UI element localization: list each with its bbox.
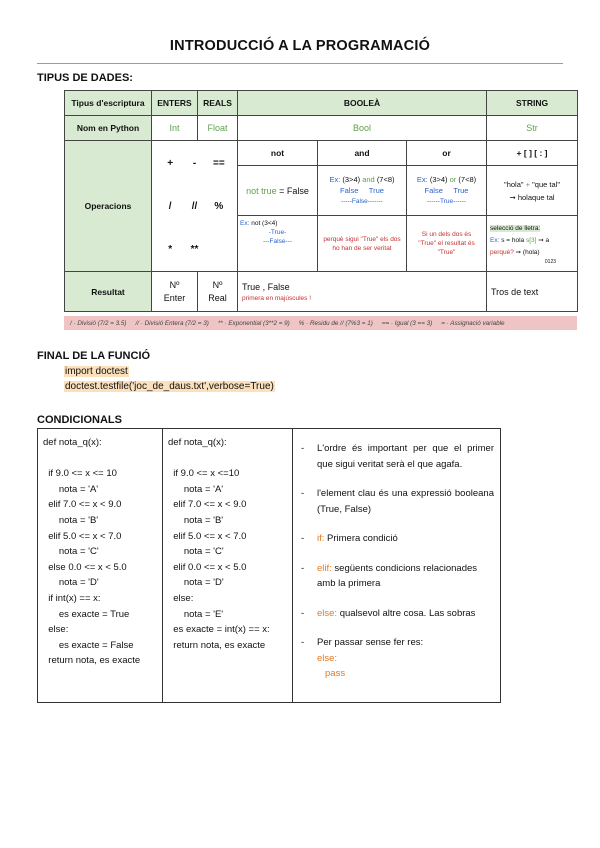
header-type: Tipus d'escriptura: [65, 91, 152, 116]
header-boolean: BOOLEÀ: [238, 91, 487, 116]
section-types-heading: TIPUS DE DADES:: [37, 72, 133, 84]
section-cond-heading: CONDICIONALS: [37, 414, 122, 426]
op-plus: +: [167, 157, 174, 169]
bool-head-and: and: [318, 141, 407, 166]
conditionals-notes: [293, 429, 501, 703]
note-item: - Per passar sense fer res: else: pass: [301, 637, 424, 679]
result-enters: Nº Enter: [152, 272, 198, 312]
page-title: INTRODUCCIÓ A LA PROGRAMACIÓ: [169, 38, 431, 54]
bool-head-or: or: [407, 141, 487, 166]
result-bool: True , False primera en majúscules !: [238, 272, 487, 312]
section-end-heading: FINAL DE LA FUNCIÓ: [37, 350, 151, 362]
conditionals-table: [37, 428, 501, 703]
legend-item: == · Igual (3 == 3): [381, 319, 433, 327]
not-example: not true = False: [238, 166, 318, 216]
operations-head-row: [65, 141, 578, 166]
code-example-1: def nota_q(x): if 9.0 <= x <= 10 nota = 'A' elif 7.0 <= x < 9.0 nota = 'B' elif 5.0 <= x < 7.0 nota = 'C' else 0.0 <= x < 5.0 nota = 'D' if int(x) == x: es exacte = True else: es exacte = False return nota, es exacte: [38, 429, 163, 703]
str-head-ops: + [ ] [ : ]: [487, 141, 578, 166]
legend-item: // · Divisió Entera (7/2 = 3): [135, 319, 209, 327]
or-example: Ex: (3>4) or (7<8) False True ------True------: [407, 166, 487, 216]
note-item: - L'ordre és important per que el primer que sigui veritat serà el que agafa.: [301, 443, 494, 470]
code-example-2: def nota_q(x): if 9.0 <= x <=10 nota = 'A' elif 7.0 <= x < 9.0 nota = 'B' elif 5.0 <= x < 7.0 nota = 'C' elif 0.0 <= x < 5.0 nota = 'D' else: nota = 'E' es exacte = int(x) == x: return nota, es exacte: [163, 429, 293, 703]
and-note: perquè sigui "True" els dos ho han de ser veritat: [318, 216, 407, 272]
legend-item: ** · Exponential (3**2 = 9): [217, 319, 290, 327]
python-float: Float: [198, 116, 238, 141]
header-string: STRING: [487, 91, 578, 116]
op-div: /: [168, 200, 172, 212]
bool-head-not: not: [238, 141, 318, 166]
legend-item: / · Divisió (7/2 = 3.5): [70, 319, 127, 327]
python-row: [65, 116, 578, 141]
note-item: - else: qualsevol altre cosa. Las sobras: [301, 607, 476, 619]
end-line-1: import doctest: [65, 366, 128, 377]
python-int: Int: [152, 116, 198, 141]
op-intdiv: //: [191, 200, 198, 212]
note-item: - if: Primera condició: [301, 533, 398, 544]
operators-legend: [64, 316, 577, 330]
legend-item: = · Assignació variable: [441, 319, 505, 327]
str-concat-example: "hola" + "que tal" ➞ holaque tal: [487, 166, 578, 216]
not-note: Ex: not (3<4) -True- ---False---: [238, 216, 318, 272]
and-example: Ex: (3>4) and (7<8) False True -----False-------: [318, 166, 407, 216]
or-note: Si un dels dos és "True" el resultat és "True": [407, 216, 487, 272]
title-divider: [37, 63, 563, 64]
result-reals: Nº Real: [198, 272, 238, 312]
note-item: - l'element clau és una expressió booleana (True, False): [301, 488, 494, 515]
legend-item: % · Residu de // (7%3 = 1): [298, 319, 373, 327]
op-pow: **: [190, 243, 199, 255]
str-select-example: selecció de lletra: Ex: s = hola s[3] ➞ a perquè? ➞ (hola) 0123: [487, 216, 578, 272]
header-enters: ENTERS: [152, 91, 198, 116]
header-reals: REALS: [198, 91, 238, 116]
op-mul: *: [168, 243, 173, 255]
python-bool: Bool: [238, 116, 487, 141]
op-minus: -: [192, 157, 197, 169]
header-row: [65, 91, 578, 116]
python-label: Nom en Python: [65, 116, 152, 141]
op-equal: ==: [212, 157, 225, 169]
arith-operators: [152, 141, 238, 272]
data-types-table: [64, 90, 578, 312]
result-str: Tros de text: [487, 272, 578, 312]
python-str: Str: [487, 116, 578, 141]
end-line-2: doctest.testfile('joc_de_daus.txt',verbose=True): [65, 381, 274, 392]
note-item: - elif: següents condicions relacionades amb la primera: [301, 562, 478, 589]
op-mod: %: [214, 200, 224, 212]
result-label: Resultat: [65, 272, 152, 312]
operations-label: Operacions: [65, 141, 152, 272]
result-row: [65, 272, 578, 312]
